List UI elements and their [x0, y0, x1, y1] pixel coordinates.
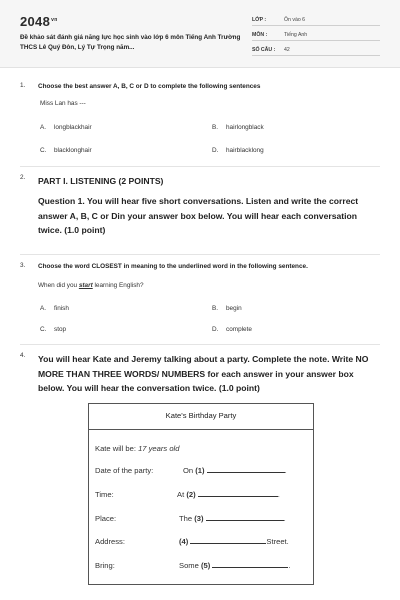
exam-title: Đề khảo sát đánh giá năng lực học sinh vào lớp 6 môn Tiếng Anh Trường THCS Lê Quý Đôn, Lý Tự Trọng năm... — [20, 34, 241, 51]
option-letter: D. — [212, 147, 219, 154]
meta-subject — [252, 31, 380, 41]
option-text: hairblacklong — [226, 147, 264, 154]
question-number: 4. — [20, 352, 26, 359]
question-1 — [20, 82, 380, 94]
question-prompt: Choose the word CLOSEST in meaning to the underlined word in the following sentence. — [38, 263, 308, 270]
question-3-option-b[interactable] — [212, 305, 242, 312]
option-text: longblackhair — [54, 124, 92, 131]
note-label-place: Place: — [95, 514, 117, 523]
blank-number: (5) — [200, 561, 211, 570]
question-divider — [20, 344, 380, 345]
note-label-bring: Bring: — [95, 561, 115, 570]
question-3-stem — [38, 282, 144, 289]
option-letter: C. — [40, 147, 47, 154]
option-text: begin — [226, 305, 242, 312]
note-answer-5[interactable] — [179, 561, 291, 570]
note-suffix: . — [283, 514, 286, 523]
blank-number: (2) — [186, 490, 196, 499]
question-3-option-a[interactable] — [40, 305, 69, 312]
note-answer-4[interactable] — [179, 537, 289, 546]
question-1-stem: Miss Lan has --- — [40, 100, 86, 107]
meta-value: Ôn vào 6 — [284, 17, 306, 23]
question-1-option-a[interactable] — [40, 124, 92, 131]
question-3-option-d[interactable] — [212, 326, 252, 333]
option-letter: A. — [40, 305, 47, 312]
meta-value: Tiếng Anh — [284, 32, 308, 38]
question-number: 2. — [20, 174, 26, 181]
note-label-address: Address: — [95, 537, 125, 546]
note-prefix: On — [183, 466, 194, 475]
note-age-row — [95, 444, 179, 453]
question-3 — [20, 262, 380, 274]
option-text: stop — [54, 326, 67, 333]
note-label-date: Date of the party: — [95, 466, 154, 475]
blank-number: (4) — [179, 537, 189, 546]
note-suffix: Street. — [266, 537, 289, 546]
note-label-time: Time: — [95, 490, 114, 499]
question-divider — [20, 254, 380, 255]
question-3-option-c[interactable] — [40, 326, 66, 333]
note-prefix: Some — [179, 561, 199, 570]
question-prompt: Choose the best answer A, B, C or D to complete the following sentences — [38, 83, 261, 90]
note-value: 17 years old — [138, 444, 180, 453]
stem-text: When did you — [38, 282, 79, 289]
blank-number: (1) — [195, 466, 205, 475]
option-letter: B. — [212, 305, 219, 312]
answer-blank[interactable] — [207, 466, 285, 473]
meta-class — [252, 16, 380, 26]
meta-label: SỐ CÂU : — [252, 47, 276, 53]
meta-value: 42 — [284, 47, 290, 53]
blank-number: (3) — [194, 514, 204, 523]
note-prefix: At — [177, 490, 185, 499]
option-letter: C. — [40, 326, 47, 333]
answer-blank[interactable] — [198, 490, 278, 497]
note-suffix: . — [288, 561, 291, 570]
site-logo[interactable] — [20, 14, 58, 29]
question-1-option-b[interactable] — [212, 124, 264, 131]
option-letter: D. — [212, 326, 219, 333]
question-2-instruction: Question 1. You will hear five short conversations. Listen and write the correct answer A, B, C or Din your answer box below. You will hear each conversation twice. (1.0 point) — [38, 196, 359, 235]
answer-blank[interactable] — [190, 537, 266, 544]
underlined-word: start — [78, 282, 93, 289]
question-number: 1. — [20, 82, 26, 89]
option-text: complete — [226, 326, 252, 333]
note-answer-3[interactable] — [179, 514, 286, 523]
question-1-option-d[interactable] — [212, 147, 264, 154]
option-text: blacklonghair — [54, 147, 92, 154]
question-divider — [20, 166, 380, 167]
question-4 — [20, 352, 380, 398]
question-instruction: You will hear Kate and Jeremy talking about a party. Complete the note. Write NO MORE THAN THREE WORDS/ NUMBERS for each answer in your answer box below. You will hear the conversation twice. (1.0 point) — [38, 354, 369, 393]
question-number: 3. — [20, 262, 26, 269]
note-label: Kate will be: — [95, 444, 136, 453]
meta-label: MÔN : — [252, 32, 268, 38]
meta-count — [252, 46, 380, 56]
note-answer-2[interactable] — [177, 490, 280, 499]
question-1-option-c[interactable] — [40, 147, 92, 154]
logo-text: 2048 — [20, 14, 51, 29]
section-heading: PART I. LISTENING (2 POINTS) — [38, 176, 164, 186]
logo-suffix: vn — [51, 17, 58, 23]
option-letter: B. — [212, 124, 219, 131]
meta-label: LỚP : — [252, 17, 267, 23]
note-prefix: The — [179, 514, 193, 523]
note-title: Kate's Birthday Party — [89, 404, 313, 430]
note-suffix: . — [284, 466, 287, 475]
note-suffix: . — [277, 490, 280, 499]
answer-blank[interactable] — [212, 561, 291, 570]
option-text: finish — [54, 305, 69, 312]
option-text: hairlongblack — [226, 124, 264, 131]
option-letter: A. — [40, 124, 47, 131]
answer-blank[interactable] — [206, 514, 284, 521]
note-box — [88, 403, 314, 585]
page-header — [0, 0, 400, 68]
stem-text: learning English? — [92, 282, 144, 289]
note-answer-1[interactable] — [183, 466, 287, 475]
